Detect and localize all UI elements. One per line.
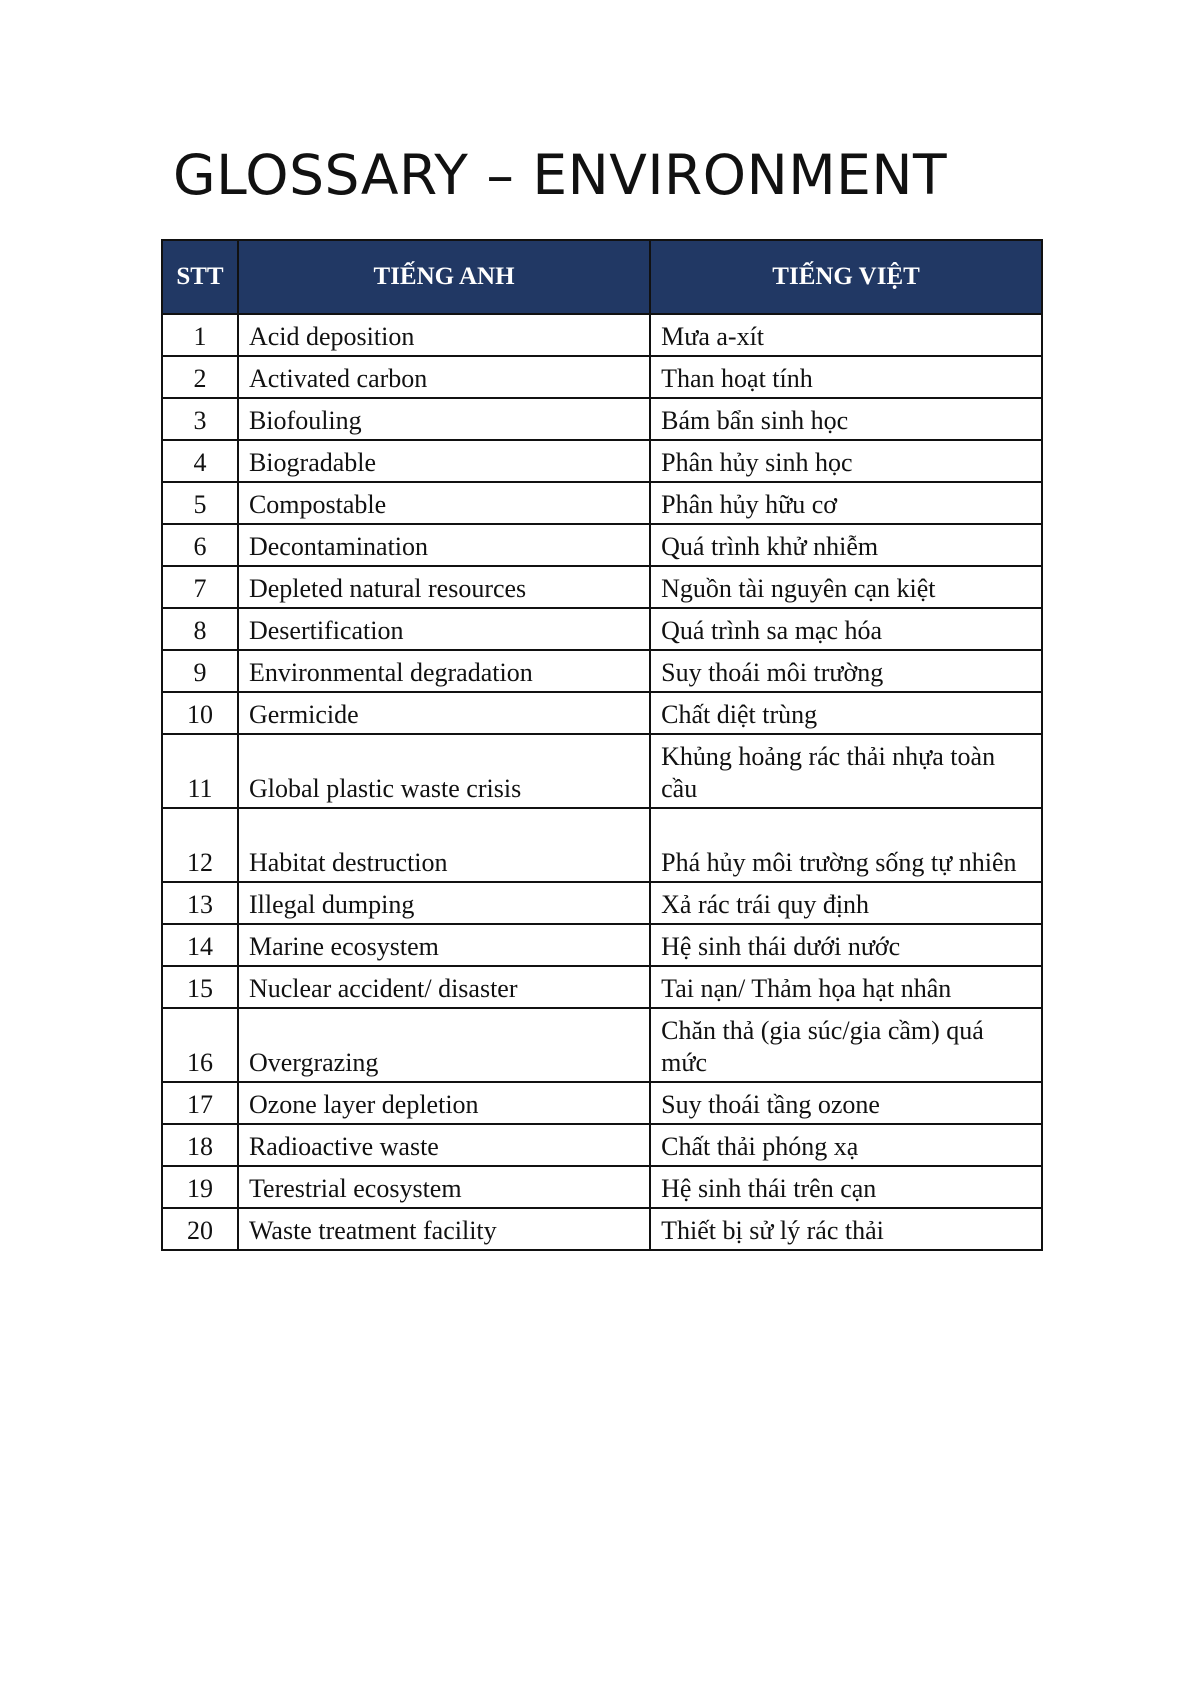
glossary-table: [161, 239, 1043, 1251]
english-term: Biogradable: [238, 440, 650, 482]
row-number: 15: [162, 966, 238, 1008]
row-number: 6: [162, 524, 238, 566]
column-header-english: TIẾNG ANH: [238, 240, 650, 314]
row-number: 17: [162, 1082, 238, 1124]
row-number: 12: [162, 808, 238, 882]
row-number: 1: [162, 314, 238, 356]
english-term: Ozone layer depletion: [238, 1082, 650, 1124]
table-row: [162, 1166, 1042, 1208]
vietnamese-term: Phân hủy sinh học: [650, 440, 1042, 482]
row-number: 10: [162, 692, 238, 734]
table-row: [162, 398, 1042, 440]
vietnamese-term: Quá trình khử nhiễm: [650, 524, 1042, 566]
row-number: 4: [162, 440, 238, 482]
english-term: Biofouling: [238, 398, 650, 440]
vietnamese-term: Than hoạt tính: [650, 356, 1042, 398]
table-row: [162, 734, 1042, 808]
english-term: Waste treatment facility: [238, 1208, 650, 1250]
row-number: 14: [162, 924, 238, 966]
table-row: [162, 608, 1042, 650]
english-term: Overgrazing: [238, 1008, 650, 1082]
row-number: 8: [162, 608, 238, 650]
vietnamese-term: Thiết bị sử lý rác thải: [650, 1208, 1042, 1250]
english-term: Germicide: [238, 692, 650, 734]
vietnamese-term: Suy thoái tầng ozone: [650, 1082, 1042, 1124]
table-row: [162, 650, 1042, 692]
vietnamese-term: Quá trình sa mạc hóa: [650, 608, 1042, 650]
english-term: Activated carbon: [238, 356, 650, 398]
table-row: [162, 356, 1042, 398]
table-row: [162, 314, 1042, 356]
row-number: 2: [162, 356, 238, 398]
row-number: 19: [162, 1166, 238, 1208]
table-row: [162, 808, 1042, 882]
row-number: 7: [162, 566, 238, 608]
vietnamese-term: Mưa a-xít: [650, 314, 1042, 356]
vietnamese-term: Chăn thả (gia súc/gia cầm) quá mức: [650, 1008, 1042, 1082]
row-number: 18: [162, 1124, 238, 1166]
table-row: [162, 566, 1042, 608]
column-header-vietnamese: TIẾNG VIỆT: [650, 240, 1042, 314]
column-header-stt: STT: [162, 240, 238, 314]
english-term: Terestrial ecosystem: [238, 1166, 650, 1208]
vietnamese-term: Xả rác trái quy định: [650, 882, 1042, 924]
table-row: [162, 1082, 1042, 1124]
vietnamese-term: Bám bẩn sinh học: [650, 398, 1042, 440]
row-number: 3: [162, 398, 238, 440]
english-term: Habitat destruction: [238, 808, 650, 882]
table-row: [162, 1208, 1042, 1250]
row-number: 16: [162, 1008, 238, 1082]
english-term: Acid deposition: [238, 314, 650, 356]
vietnamese-term: Tai nạn/ Thảm họa hạt nhân: [650, 966, 1042, 1008]
vietnamese-term: Hệ sinh thái trên cạn: [650, 1166, 1042, 1208]
english-term: Illegal dumping: [238, 882, 650, 924]
row-number: 5: [162, 482, 238, 524]
english-term: Global plastic waste crisis: [238, 734, 650, 808]
table-row: [162, 482, 1042, 524]
table-header-row: [162, 240, 1042, 314]
row-number: 11: [162, 734, 238, 808]
row-number: 9: [162, 650, 238, 692]
english-term: Desertification: [238, 608, 650, 650]
vietnamese-term: Chất diệt trùng: [650, 692, 1042, 734]
vietnamese-term: Phá hủy môi trường sống tự nhiên: [650, 808, 1042, 882]
vietnamese-term: Phân hủy hữu cơ: [650, 482, 1042, 524]
english-term: Radioactive waste: [238, 1124, 650, 1166]
row-number: 13: [162, 882, 238, 924]
page-title: GLOSSARY – ENVIRONMENT: [173, 143, 948, 207]
vietnamese-term: Chất thải phóng xạ: [650, 1124, 1042, 1166]
table-row: [162, 1124, 1042, 1166]
vietnamese-term: Hệ sinh thái dưới nước: [650, 924, 1042, 966]
row-number: 20: [162, 1208, 238, 1250]
vietnamese-term: Suy thoái môi trường: [650, 650, 1042, 692]
english-term: Depleted natural resources: [238, 566, 650, 608]
english-term: Marine ecosystem: [238, 924, 650, 966]
table-row: [162, 882, 1042, 924]
english-term: Decontamination: [238, 524, 650, 566]
table-row: [162, 524, 1042, 566]
vietnamese-term: Nguồn tài nguyên cạn kiệt: [650, 566, 1042, 608]
vietnamese-term: Khủng hoảng rác thải nhựa toàn cầu: [650, 734, 1042, 808]
table-row: [162, 966, 1042, 1008]
table-row: [162, 924, 1042, 966]
table-row: [162, 440, 1042, 482]
english-term: Environmental degradation: [238, 650, 650, 692]
english-term: Compostable: [238, 482, 650, 524]
table-row: [162, 692, 1042, 734]
table-row: [162, 1008, 1042, 1082]
english-term: Nuclear accident/ disaster: [238, 966, 650, 1008]
